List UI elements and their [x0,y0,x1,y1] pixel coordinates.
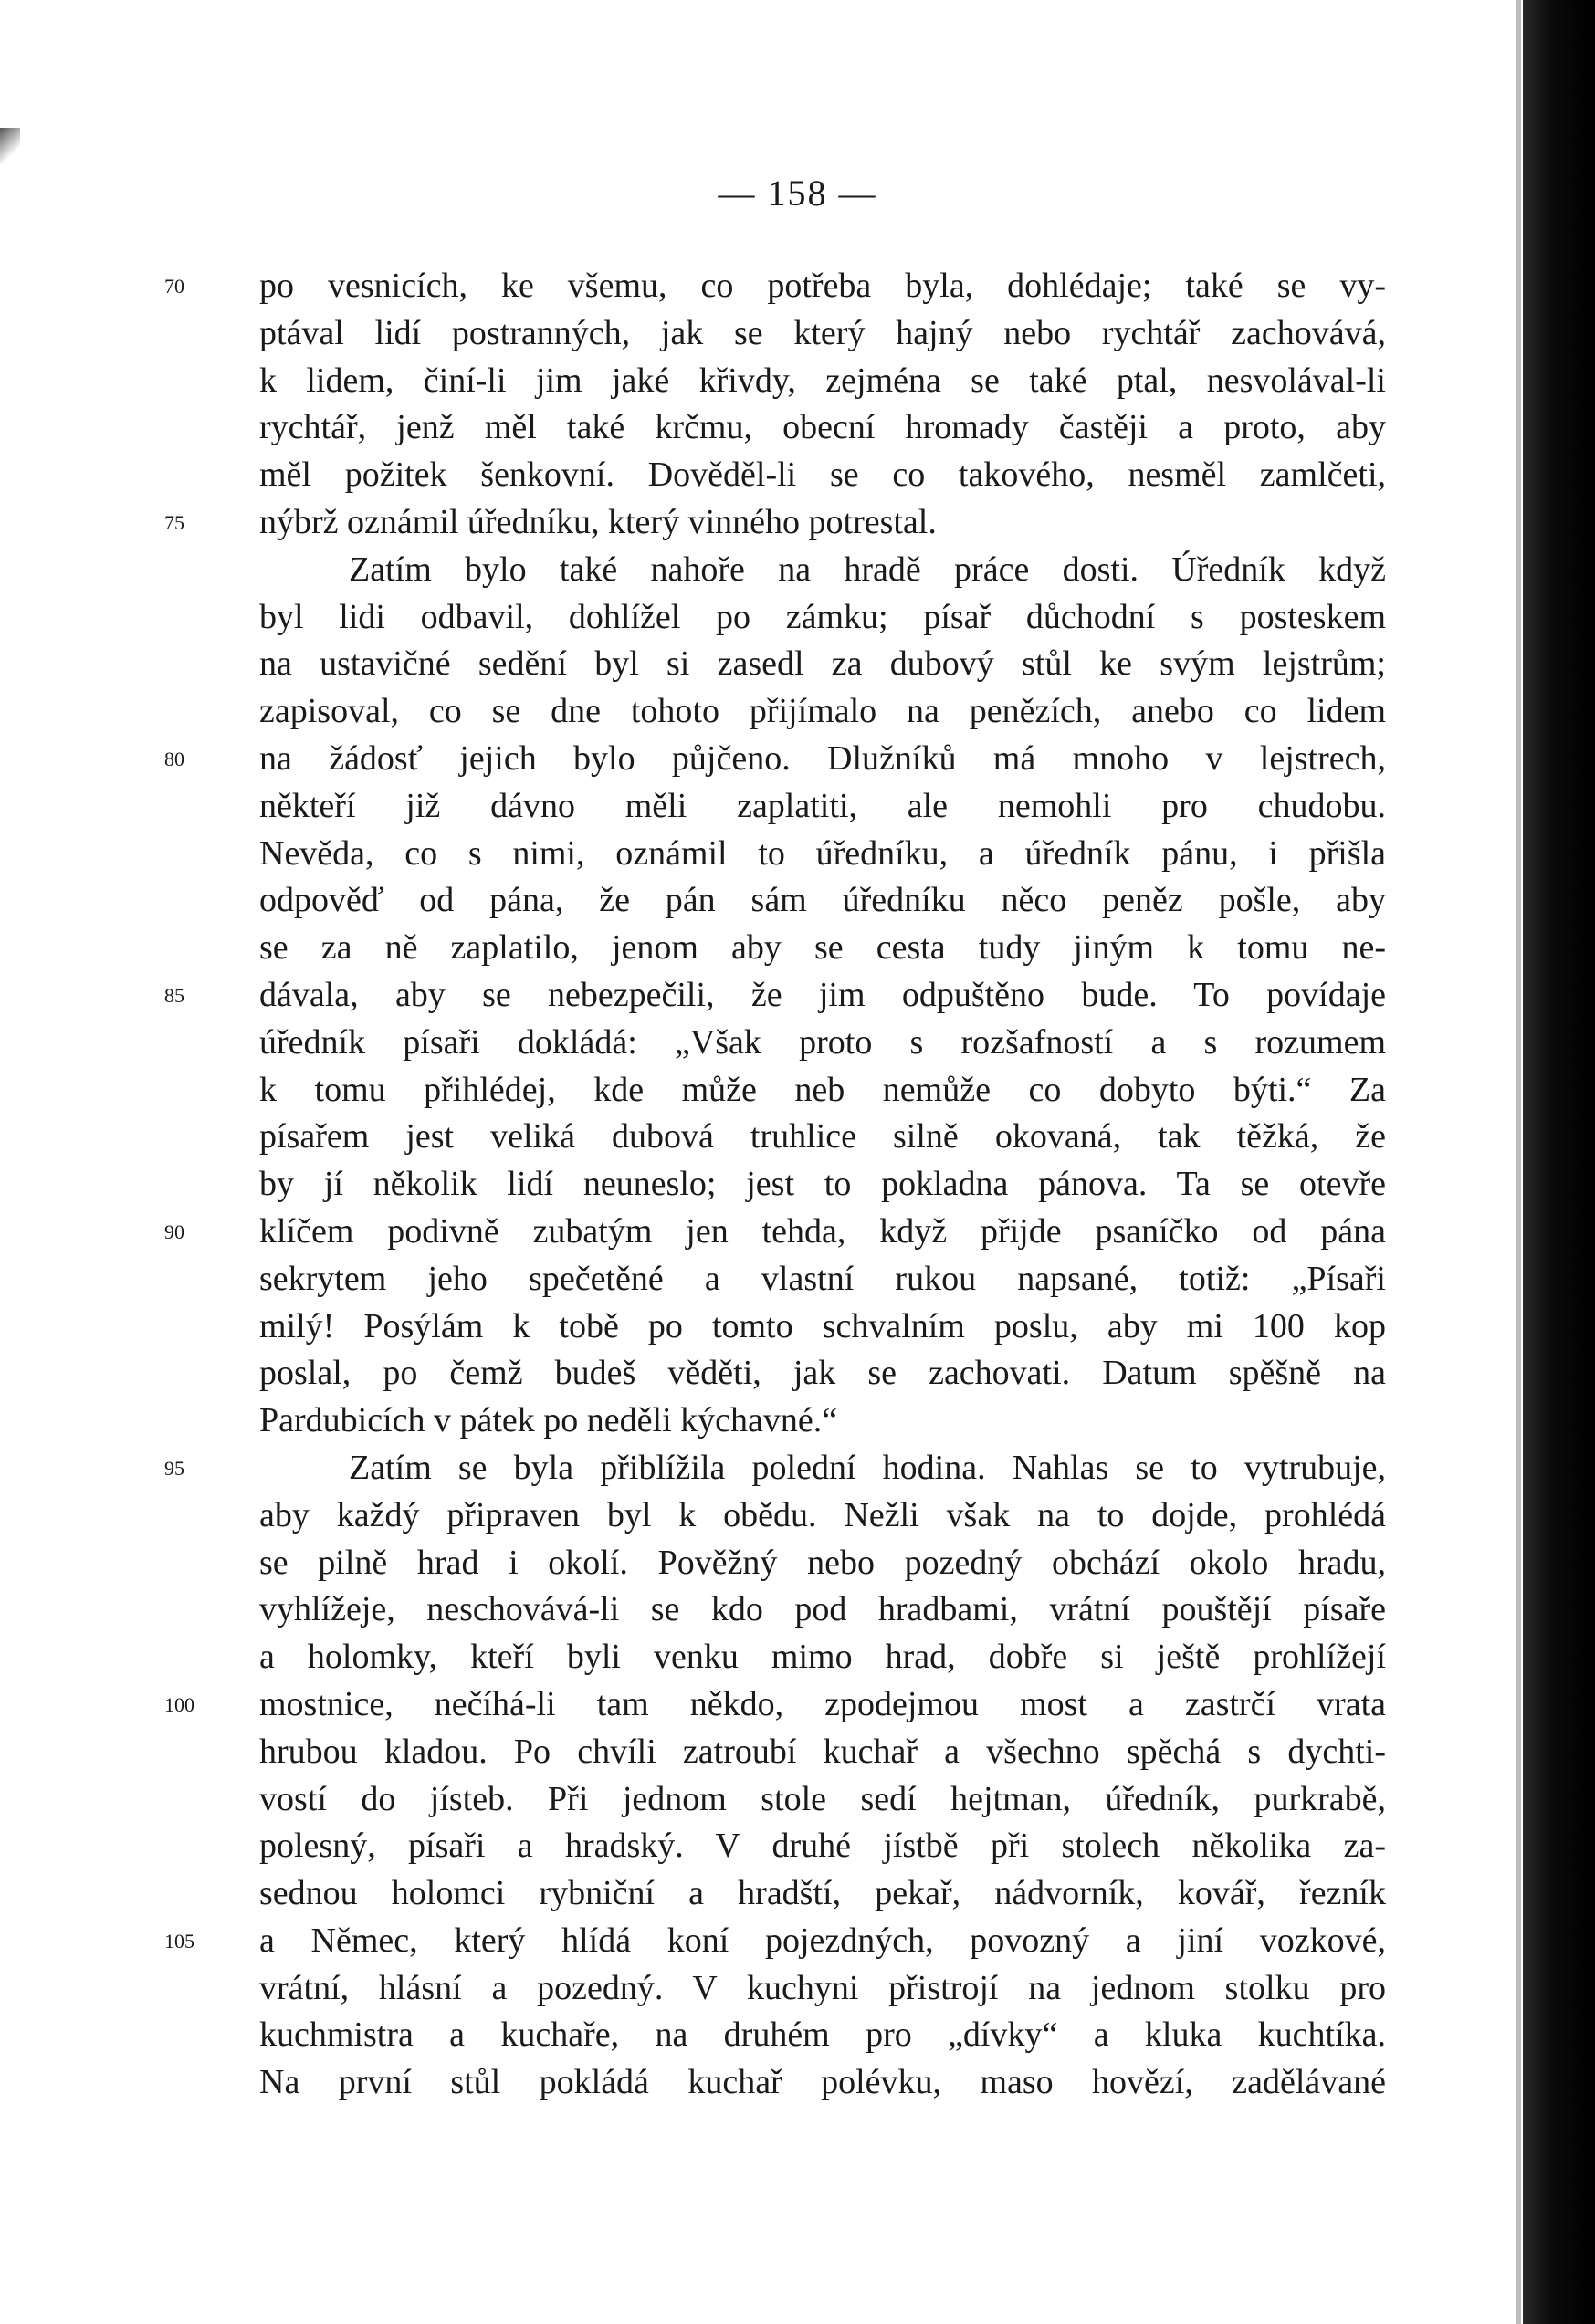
line-text: Nevěda, co s nimi, oznámil to úředníku, a úředník pánu, i přišla [259,833,1386,873]
text-line [259,1256,1386,1303]
line-number: 95 [164,1456,184,1480]
text-line [259,1776,1386,1824]
line-text: dávala, aby se nebezpečili, že jim odpuštěno bude. To povídaje [259,975,1386,1014]
text-line [259,310,1386,358]
line-text: nýbrž oznámil úředníku, který vinného potrestal. [259,502,937,541]
line-text: Zatím bylo také nahoře na hradě práce dosti. Úředník když [349,550,1386,589]
line-text: poslal, po čemž budeš věděti, jak se zachovati. Datum spěšně na [259,1354,1386,1393]
text-line [259,1350,1386,1398]
line-text: Zatím se byla přiblížila polední hodina. Nahlas se to vytrubuje, [349,1448,1386,1487]
line-text: mostnice, nečíhá-li tam někdo, zpodejmou most a zastrčí vrata [259,1684,1386,1723]
line-text: kuchmistra a kuchaře, na druhém pro „dívky“ a kluka kuchtíka. [259,2015,1386,2055]
line-text: by jí několik lidí neuneslo; jest to pokladna pánova. Ta se otevře [259,1165,1386,1204]
line-text: někteří již dávno měli zaplatiti, ale nemohli pro chudobu. [259,786,1386,825]
text-line [164,1918,1386,1965]
line-text: Pardubicích v pátek po neděli kýchavné.“ [259,1401,838,1440]
text-line [164,499,1386,547]
text-line [259,688,1386,736]
text-line [259,831,1386,878]
text-line [259,1729,1386,1776]
line-text: Na první stůl pokládá kuchař polévku, maso hovězí, zadělávané [259,2063,1386,2102]
line-number: 80 [164,747,184,770]
text-line [259,358,1386,405]
text-line [259,1634,1386,1681]
text-line [164,1681,1386,1729]
text-line [259,2059,1386,2107]
line-text: polesný, písaři a hradský. V druhé jístbě při stolech několika za- [259,1827,1386,1866]
text-line [259,547,1386,594]
line-text: na ustavičné sedění byl si zasedl za dubový stůl ke svým lejstrům; [259,644,1386,684]
text-line [164,972,1386,1020]
line-text: se za ně zaplatilo, jenom aby se cesta tudy jiným k tomu ne- [259,928,1386,968]
text-line [259,783,1386,831]
line-number: 105 [164,1929,194,1952]
text-line [259,1398,1386,1445]
line-number: 90 [164,1220,184,1243]
line-text: a Němec, který hlídá koní pojezdných, povozný a jiní vozkové, [259,1921,1386,1960]
text-line [259,925,1386,972]
text-line [259,1870,1386,1918]
text-line [259,2012,1386,2059]
line-text: k tomu přihlédej, kde může neb nemůže co dobyto býti.“ Za [259,1070,1386,1109]
text-line [259,594,1386,642]
text-line [259,1067,1386,1115]
scan-corner-artifact [0,128,20,164]
line-text: písařem jest veliká dubová truhlice silně okovaná, tak těžká, že [259,1117,1386,1157]
text-line [259,1020,1386,1067]
text-line [259,1540,1386,1587]
text-line [164,736,1386,783]
text-line [259,1965,1386,2013]
text-line [164,1209,1386,1256]
line-number: 70 [164,275,184,298]
line-text: klíčem podivně zubatým jen tehda, když přijde psaníčko od pána [259,1211,1386,1251]
line-number: 100 [164,1692,194,1716]
text-line [259,1114,1386,1161]
text-line [164,263,1386,310]
line-text: po vesnicích, ke všemu, co potřeba byla, dohlédaje; také se vy- [259,267,1386,305]
text-line [259,1823,1386,1870]
line-number: 75 [164,510,184,534]
line-text: sednou holomci rybniční a hradští, pekař, nádvorník, kovář, řezník [259,1874,1386,1913]
line-text: a holomky, kteří byli venku mimo hrad, dobře si ještě prohlížejí [259,1638,1386,1677]
line-text: k lidem, činí-li jim jaké křivdy, zejména se také ptal, nesvolával-li [259,361,1386,400]
line-text: úředník písaři dokládá: „Však proto s rozšafností a s rozumem [259,1022,1386,1062]
line-text: aby každý připraven byl k obědu. Nežli však na to dojde, prohlédá [259,1495,1386,1534]
page-number: — 158 — [718,173,877,214]
line-text: odpověď od pána, že pán sám úředníku něco peněz pošle, aby [259,881,1386,920]
line-text: zapisoval, co se dne tohoto přijímalo na penězích, anebo co lidem [259,692,1386,731]
scan-shadow [1523,0,1595,2324]
line-number: 85 [164,983,184,1007]
text-line [164,1445,1386,1492]
line-text: měl požitek šenkovní. Dověděl-li se co takového, nesměl zamlčeti, [259,455,1386,495]
line-text: sekrytem jeho spečetěné a vlastní rukou napsané, totiž: „Písaři [259,1259,1386,1298]
line-text: vostí do jísteb. Při jednom stole sedí hejtman, úředník, purkrabě, [259,1779,1386,1818]
text-line [259,1586,1386,1634]
line-text: ptával lidí postranných, jak se který hajný nebo rychtář zachovává, [259,313,1386,352]
line-text: na žádosť jejich bylo půjčeno. Dlužníků má mnoho v lejstrech, [259,738,1386,778]
line-text: milý! Posýlám k tobě po tomto schvalním poslu, aby mi 100 kop [259,1306,1386,1345]
text-line [259,877,1386,925]
text-line [259,404,1386,452]
text-line [259,1492,1386,1540]
line-text: vyhlížeje, neschovává-li se kdo pod hradbami, vrátní pouštějí písaře [259,1590,1386,1629]
text-line [259,641,1386,688]
body-text [164,263,1386,2107]
line-text: byl lidi odbavil, dohlížel po zámku; písař důchodní s posteskem [259,597,1386,636]
line-text: rychtář, jenž měl také krčmu, obecní hromady častěji a proto, aby [259,408,1386,447]
line-text: se pilně hrad i okolí. Pověžný nebo pozedný obchází okolo hradu, [259,1543,1386,1582]
text-line [259,1161,1386,1209]
scan-edge-line [1516,0,1521,2324]
text-line [259,452,1386,499]
line-text: vrátní, hlásní a pozedný. V kuchyni přistrojí na jednom stolku pro [259,1968,1386,2007]
line-text: hrubou kladou. Po chvíli zatroubí kuchař a všechno spěchá s dychti- [259,1732,1386,1771]
text-line [259,1303,1386,1351]
